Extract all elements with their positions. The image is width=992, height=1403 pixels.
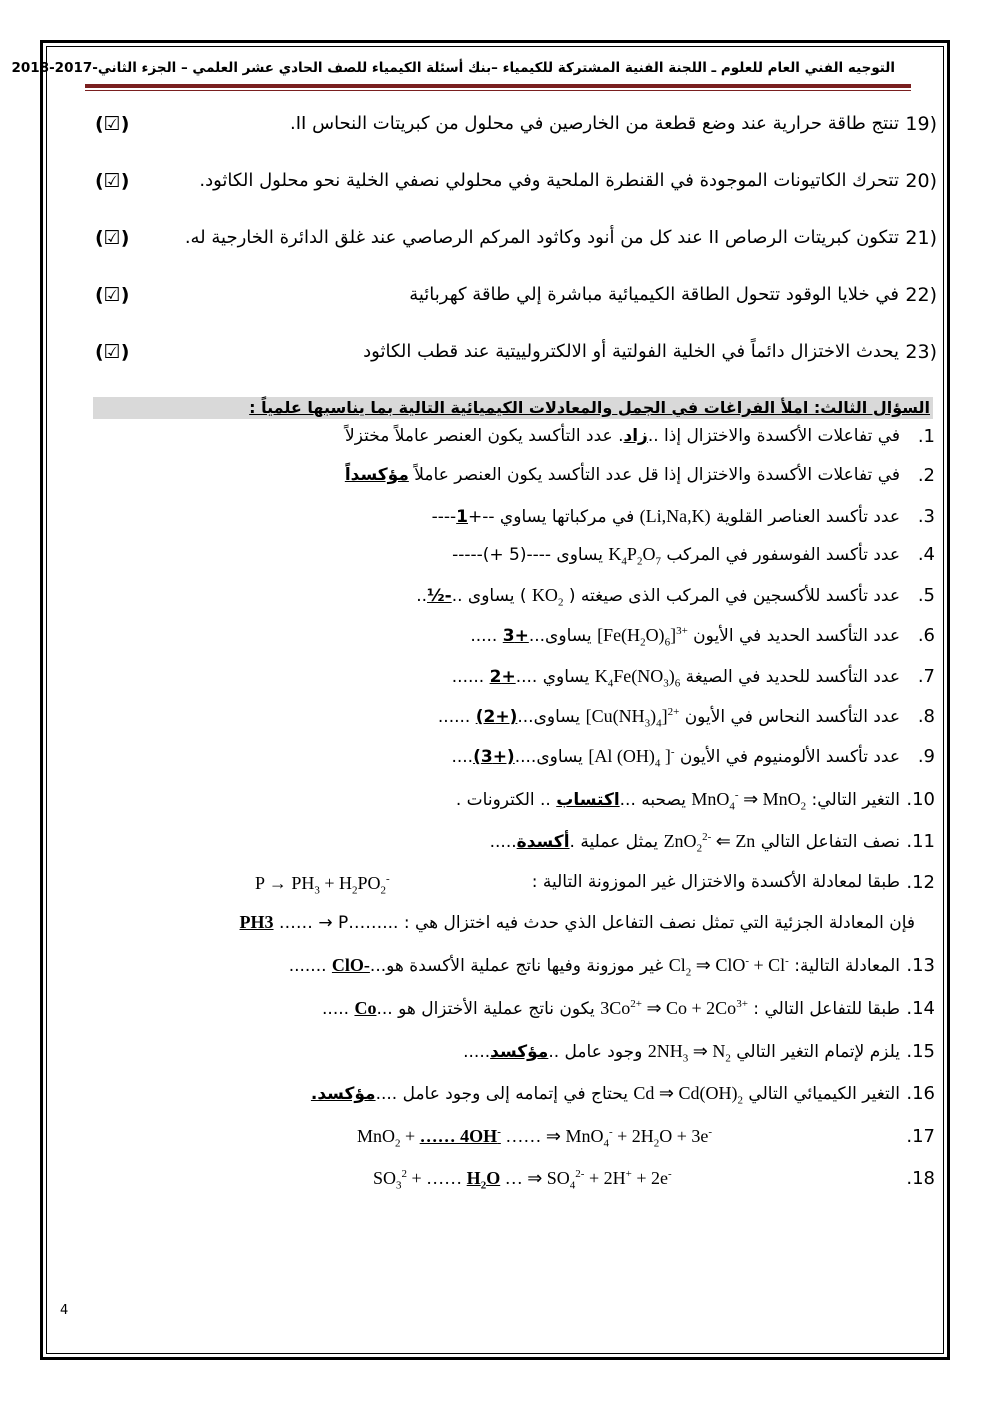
fill-item-15: .15 يلزم لإتمام التغير التالي $2NH_3$ ⇒ $N_2$ وجود عامل ..مؤكسد.....	[463, 1041, 935, 1065]
fill-item-6: .6 عدد التأكسد الحديد في الأيون $[Fe(H_2O)_6]^{3+}$ يساوى...+3 .....	[470, 625, 935, 649]
formula: $KO_2$	[531, 585, 564, 609]
tf-item-23: 23) يحدث الاختزال دائماً في الخلية الفولتية أو الالكترولييتية عند قطب الكاثود (☑)	[95, 341, 937, 363]
formula: [Al $(OH)_4$ ]-	[588, 746, 675, 770]
fill-item-12: .12 طبقا لمعادلة الأكسدة والاختزال غير الموزونة التالية :	[531, 872, 935, 893]
formula: $K_4Fe(NO_3)_6$	[594, 666, 681, 690]
equation: Cd ⇒ $Cd(OH)_2$	[633, 1083, 744, 1107]
formula: $[Fe(H_2O)_6]^{3+}$	[597, 625, 688, 649]
checked-box-icon: (☑)	[95, 113, 130, 135]
answer: (+3)	[473, 747, 515, 767]
answer: اكتساب	[556, 790, 620, 810]
answer: …… 4OH-	[419, 1126, 501, 1146]
fill-item-10: .10 التغير التالي: MnO$_4$- ⇒ MnO$_2$ يصحبه ...اكتساب .. الكترونات .	[455, 789, 935, 813]
answer: ClO-	[331, 955, 370, 975]
answer: 1	[456, 507, 469, 527]
fill-item-2: .2 في تفاعلات الأكسدة والاختزال إذا قل عدد التأكسد يكون العنصر عاملاً مؤكسداً	[344, 465, 935, 486]
fill-item-3: .3 عدد تأكسد العناصر القلوية (Li,Na,K) في مركباتها يساوي --+1----	[431, 506, 935, 527]
fill-item-1: .1 في تفاعلات الأكسدة والاختزال إذا ..زاد. عدد التأكسد يكون العنصر عاملاً مختزلاً	[345, 426, 935, 447]
fill-item-18: .18	[906, 1168, 935, 1189]
answer: مؤكسد	[490, 1042, 549, 1062]
page-header: التوجيه الفني العام للعلوم ـ اللجنة الفنية المشتركة للكيمياء –بنك أسئلة الكيمياء للصف الحادي عشر العلمي – الجزء الثاني-2017-2018	[11, 60, 895, 76]
answer: مؤكسد.	[310, 1084, 376, 1104]
equation-12: $P \to PH_3 + H_2PO_2^-$	[255, 873, 390, 897]
fill-item-14: .14 طبقا للتفاعل التالي : $3Co^{2+}$ ⇒ $Co + 2Co^{3+}$ يكون ناتج عملية الأختزال هو ...Co .....	[322, 998, 935, 1019]
answer: $H_2O$	[466, 1168, 501, 1192]
equation: $3Co^{2+}$ ⇒ $Co + 2Co^{3+}$	[600, 998, 748, 1018]
fill-item-9: .9 عدد تأكسد الألومنيوم في الأيون [Al $(OH)_4$ ]- يساوى....(+3)....	[451, 746, 935, 770]
equation: ZnO$_2^{2-}$ ⇐ Zn	[663, 831, 756, 855]
header-rule-thin	[85, 90, 911, 91]
equation: $Cl_2$ ⇒ ClO- + Cl-	[668, 955, 789, 979]
answer: مؤكسداً	[344, 465, 409, 485]
equation-18: $SO_3^2$ + …… $H_2O$ … ⇒ $SO_4^{2-} + 2H^+ + 2e^-$	[373, 1168, 672, 1192]
fill-item-11: .11 نصف التفاعل التالي ZnO$_2^{2-}$ ⇐ Zn يمثل عملية .أكسدة.....	[489, 831, 935, 855]
checked-box-icon: (☑)	[95, 284, 130, 306]
checked-box-icon: (☑)	[95, 227, 130, 249]
tf-item-20: 20) تتحرك الكاتيونات الموجودة في القنطرة الملحية وفي محلولي نصفي الخلية نحو محلول الكاثود. (☑)	[95, 170, 937, 192]
checked-box-icon: (☑)	[95, 341, 130, 363]
tf-item-19: 19) تنتج طاقة حرارية عند وضع قطعة من الخارصين في محلول من كبريتات النحاس II. (☑)	[95, 113, 937, 135]
answer: Co	[354, 998, 377, 1018]
fill-item-17: .17	[906, 1126, 935, 1147]
formula: $K_4P_2O_7$	[608, 544, 661, 568]
answer: +2	[489, 667, 516, 687]
answer: -½	[427, 586, 452, 606]
equation: MnO$_4$- ⇒ MnO$_2$	[691, 789, 807, 813]
header-rule	[85, 84, 911, 88]
answer: PH3	[239, 912, 274, 932]
fill-item-16: .16 التغير الكيميائي التالي Cd ⇒ $Cd(OH)_2$ يحتاج في إتمامه إلى وجود عامل ....مؤكسد.	[310, 1083, 935, 1107]
equation-17: MnO$_2$ + …… 4OH- …… ⇒ $MnO_4^- + 2H_2O + 3e^-$	[357, 1126, 713, 1150]
fill-item-13: .13 المعادلة التالية: $Cl_2$ ⇒ ClO- + Cl- غير موزونة وفيها ناتج عملية الأكسدة هو...ClO- .......	[288, 955, 935, 979]
formula: $[Cu(NH_3)_4]^{2+}$	[585, 706, 680, 730]
fill-item-5: .5 عدد تأكسد للأكسجين في المركب الذى صيغته ( $KO_2$ ) يساوى ..-½..	[416, 585, 935, 609]
equation: $2NH_3$ ⇒ $N_2$	[647, 1041, 731, 1065]
answer: أكسدة	[516, 832, 570, 852]
section-title: السؤال الثالث: املأ الفراغات في الجمل والمعادلات الكيميائية التالية بما يناسبها علمياً :	[93, 397, 933, 419]
fill-item-7: .7 عدد التأكسد للحديد في الصيغة $K_4Fe(NO_3)_6$ يساوي ....+2 ......	[451, 666, 935, 690]
answer: (+2)	[475, 707, 518, 727]
answer: زاد	[623, 426, 648, 446]
tf-item-22: 22) في خلايا الوقود تتحول الطاقة الكيميائية مباشرة إلي طاقة كهربائية (☑)	[95, 284, 937, 306]
tf-item-21: 21) تتكون كبريتات الرصاص II عند كل من أنود وكاثود المركم الرصاصي عند غلق الدائرة الخارجية له. (☑)	[95, 227, 937, 249]
fill-item-12-line2: فإن المعادلة الجزئية التي تمثل نصف التفاعل الذي حدث فيه اختزال هي : ...……PH3 …… → P	[239, 912, 915, 933]
page-number: 4	[60, 1303, 69, 1318]
checked-box-icon: (☑)	[95, 170, 130, 192]
fill-item-4: .4 عدد تأكسد الفوسفور في المركب $K_4P_2O_7$ يساوى ----(5 +)-----	[452, 544, 935, 568]
answer: +3	[502, 626, 529, 646]
fill-item-8: .8 عدد التأكسد النحاس في الأيون $[Cu(NH_3)_4]^{2+}$ يساوى...(+2) ......	[437, 706, 935, 730]
